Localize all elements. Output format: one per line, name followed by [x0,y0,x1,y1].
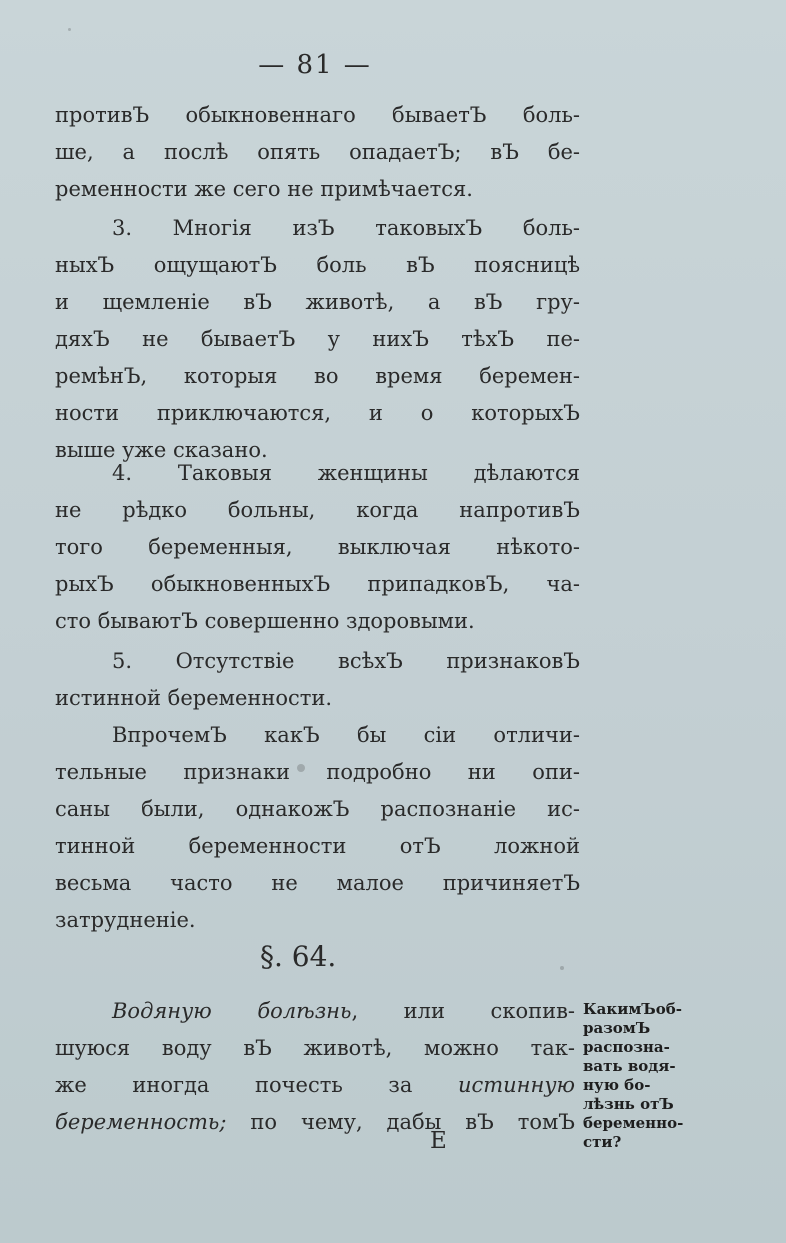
ink-spot [560,966,564,970]
italic-term: истинную [457,1073,575,1097]
margin-note-line: разомЪ [583,1019,651,1037]
text-line [55,993,575,1030]
text-line: 4. Таковыя женщины дѣлаются [112,461,580,485]
paragraph-2 [55,210,580,469]
margin-note-line: сти? [583,1133,622,1151]
ink-spot [297,764,305,772]
text-line: тинной беременности отЪ ложной [55,834,580,858]
margin-note-line: КакимЪоб- [583,1000,682,1018]
text-line [55,1067,575,1104]
text-fragment: же иногда почесть за [55,1073,458,1097]
text-line: ности приключаются, и о которыхЪ [55,401,580,425]
text-line: выше уже сказано. [55,438,268,462]
text-fragment: по чему, дабы вЪ томЪ [226,1110,575,1134]
paragraph-3 [55,455,580,640]
margin-note-line: ную бо- [583,1076,651,1094]
text-line: ВпрочемЪ какЪ бы сіи отличи- [112,723,580,747]
paragraph-6 [55,993,575,1141]
text-line: ше, а послѣ опять опадаетЪ; вЪ бе- [55,140,580,164]
margin-note [583,1000,723,1152]
text-line: весьма часто не малое причиняетЪ [55,871,580,895]
margin-note-line: вать водя- [583,1057,676,1075]
page-number: — 81 — [258,50,372,80]
italic-term: Водяную болѣзнь [112,999,352,1023]
text-line: рыхЪ обыкновенныхЪ припадковЪ, ча- [55,572,580,596]
text-line: затрудненіе. [55,908,196,932]
text-line: дяхЪ не бываетЪ у нихЪ тѣхЪ пе- [55,327,580,351]
text-line: 3. Многія изЪ таковыхЪ боль- [112,216,580,240]
text-line: истинной беременности. [55,686,333,710]
text-line [55,1104,575,1141]
text-line: противЪ обыкновеннаго бываетЪ боль- [55,103,580,127]
text-line: ремѣнЪ, которыя во время беремен- [55,364,580,388]
ink-spot [68,28,71,31]
text-line: и щемленіе вЪ животѣ, а вЪ гру- [55,290,580,314]
text-line: 5. Отсутствіе всѣхЪ признаковЪ [112,649,580,673]
paragraph-4 [55,643,580,717]
text-fragment: , или скопив- [351,999,575,1023]
margin-note-line: беременно- [583,1114,684,1132]
section-heading: §. 64. [260,940,337,973]
margin-note-line: распозна- [583,1038,670,1056]
paragraph-1 [55,97,580,208]
signature-mark: E [430,1128,447,1154]
text-line: шуюся воду вЪ животѣ, можно так- [55,1036,575,1060]
italic-term: беременность; [55,1110,227,1134]
text-line: тельные признаки подробно ни опи- [55,760,580,784]
text-line: сто бываютЪ совершенно здоровыми. [55,609,475,633]
text-line: саны были, однакожЪ распознаніе ис- [55,797,580,821]
text-line: ременности же сего не примѣчается. [55,177,473,201]
text-line: того беременныя, выключая нѣкото- [55,535,580,559]
text-line: ныхЪ ощущаютЪ боль вЪ поясницѣ [55,253,580,277]
margin-note-line: лѣзнь отЪ [583,1095,674,1113]
paragraph-5 [55,717,580,939]
text-line: не рѣдко больны, когда напротивЪ [55,498,580,522]
